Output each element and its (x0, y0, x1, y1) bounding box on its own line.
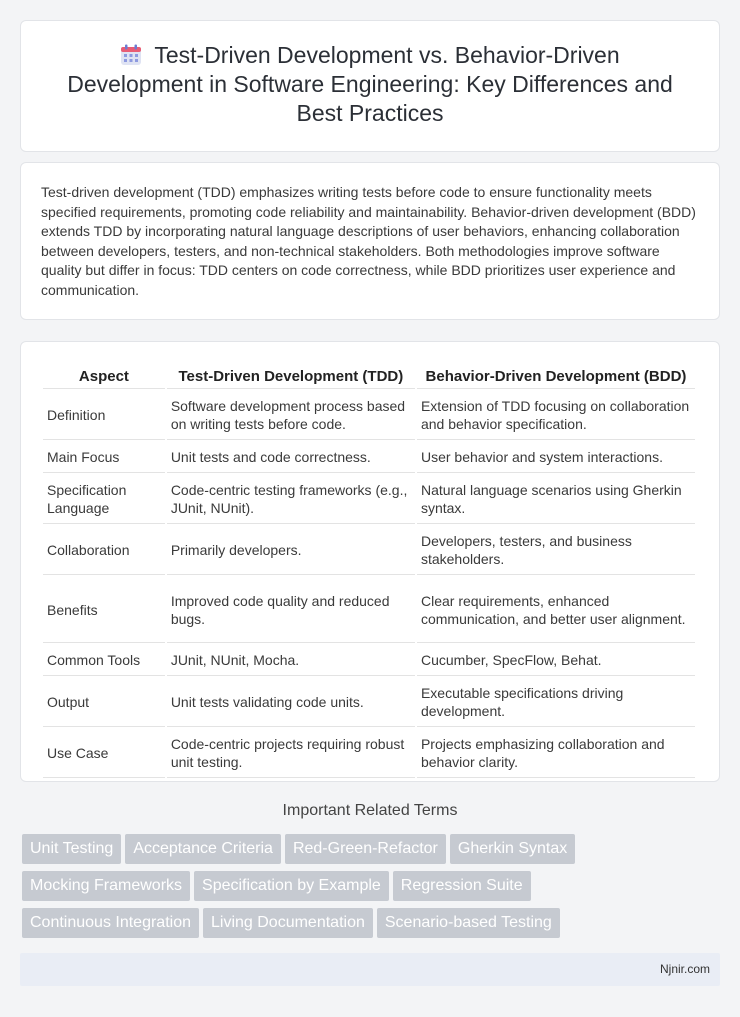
row-bdd: Projects emphasizing collaboration and behavior clarity. (417, 729, 695, 778)
related-terms-list (22, 834, 722, 945)
related-terms-title: Important Related Terms (282, 802, 458, 819)
row-tdd: Code-centric testing frameworks (e.g., JUnit, NUnit). (167, 475, 415, 524)
row-tdd: Unit tests and code correctness. (167, 442, 415, 473)
tag-specification-by-example[interactable]: Specification by Example (194, 871, 389, 901)
header-tdd: Test-Driven Development (TDD) (167, 364, 415, 389)
table-header-row (43, 364, 695, 389)
comparison-table (41, 362, 697, 780)
table-row (43, 645, 695, 676)
tag-acceptance-criteria[interactable]: Acceptance Criteria (125, 834, 281, 864)
row-tdd: Primarily developers. (167, 526, 415, 575)
row-tdd: Software development process based on writing tests before code. (167, 391, 415, 440)
tag-regression-suite[interactable]: Regression Suite (393, 871, 531, 901)
table-row (43, 526, 695, 575)
page-title-text: Test-Driven Development vs. Behavior-Driven Development in Software Engineering: Key Differences and Best Practices (67, 42, 673, 126)
row-bdd: Natural language scenarios using Gherkin syntax. (417, 475, 695, 524)
header-bdd: Behavior-Driven Development (BDD) (417, 364, 695, 389)
row-tdd: Improved code quality and reduced bugs. (167, 577, 415, 643)
tag-living-documentation[interactable]: Living Documentation (203, 908, 373, 938)
row-aspect: Use Case (43, 729, 165, 778)
calendar-icon (120, 44, 142, 66)
row-aspect: Benefits (43, 577, 165, 643)
row-aspect: Main Focus (43, 442, 165, 473)
comparison-table-card (20, 341, 720, 782)
row-aspect: Common Tools (43, 645, 165, 676)
row-tdd: Code-centric projects requiring robust unit testing. (167, 729, 415, 778)
table-row (43, 391, 695, 440)
row-aspect: Specification Language (43, 475, 165, 524)
row-bdd: Cucumber, SpecFlow, Behat. (417, 645, 695, 676)
table-row (43, 442, 695, 473)
table-row (43, 577, 695, 643)
table-row (43, 678, 695, 727)
row-bdd: Executable specifications driving development. (417, 678, 695, 727)
row-bdd: User behavior and system interactions. (417, 442, 695, 473)
row-bdd: Clear requirements, enhanced communication, and better user alignment. (417, 577, 695, 643)
row-aspect: Output (43, 678, 165, 727)
tag-row (22, 834, 722, 871)
tag-gherkin-syntax[interactable]: Gherkin Syntax (450, 834, 575, 864)
footer (20, 953, 720, 986)
intro-card (20, 162, 720, 320)
tag-red-green-refactor[interactable]: Red-Green-Refactor (285, 834, 446, 864)
footer-site-link[interactable]: Njnir.com (659, 962, 710, 976)
tag-row (22, 908, 722, 945)
tag-scenario-based-testing[interactable]: Scenario-based Testing (377, 908, 560, 938)
tag-row (22, 871, 722, 908)
table-row (43, 475, 695, 524)
row-aspect: Collaboration (43, 526, 165, 575)
title-card (20, 20, 720, 152)
table-row (43, 729, 695, 778)
intro-paragraph: Test-driven development (TDD) emphasizes writing tests before code to ensure functionality meets specified requirements, promoting code reliability and maintainability. Behavior-driven development (BDD) extends TDD by incorporating natural language descriptions of user behaviors, enhancing collaboration between developers, testers, and non-technical stakeholders. Both methodologies improve software quality but differ in focus: TDD centers on code correctness, while BDD prioritizes user experience and communication. (41, 184, 696, 298)
row-aspect: Definition (43, 391, 165, 440)
row-tdd: JUnit, NUnit, Mocha. (167, 645, 415, 676)
header-aspect: Aspect (43, 364, 165, 389)
row-tdd: Unit tests validating code units. (167, 678, 415, 727)
tag-unit-testing[interactable]: Unit Testing (22, 834, 121, 864)
page-title (51, 41, 689, 128)
row-bdd: Extension of TDD focusing on collaboration and behavior specification. (417, 391, 695, 440)
tag-continuous-integration[interactable]: Continuous Integration (22, 908, 199, 938)
row-bdd: Developers, testers, and business stakeholders. (417, 526, 695, 575)
tag-mocking-frameworks[interactable]: Mocking Frameworks (22, 871, 190, 901)
